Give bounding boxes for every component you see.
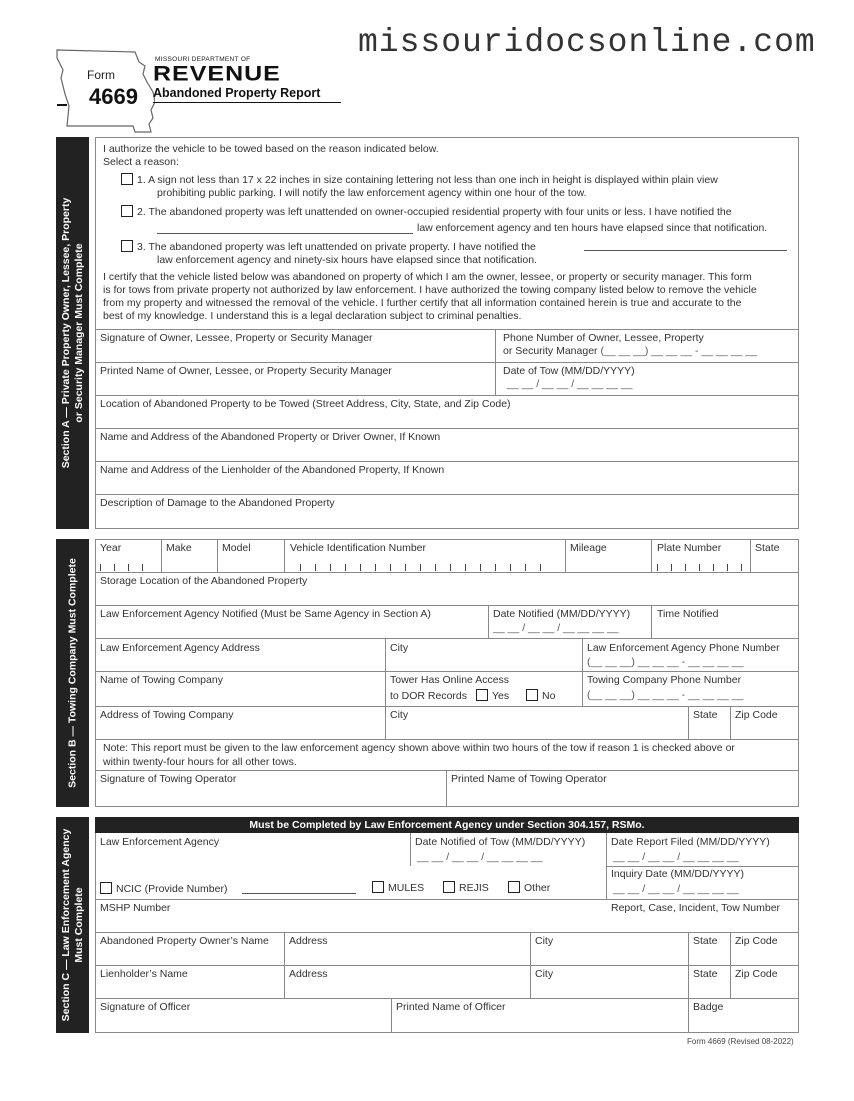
damage-description-field[interactable]: Description of Damage to the Abandoned Property [100, 497, 335, 509]
reason-1-text: 1. A sign not less than 17 x 22 inches in size containing lettering not less than one inch in height is displayed within plain view [137, 174, 718, 186]
other-label: Other [524, 882, 551, 894]
towing-zip-field[interactable]: Zip Code [735, 709, 778, 721]
certify-line-1: I certify that the vehicle listed below was abandoned on property of which I am the owner, lessee, or property or security manager. This form [103, 271, 752, 283]
officer-printed-name-field[interactable]: Printed Name of Officer [396, 1001, 506, 1013]
select-reason-text: Select a reason: [103, 156, 179, 168]
towing-operator-signature-field[interactable]: Signature of Towing Operator [100, 773, 237, 785]
ncic-number-field[interactable] [242, 893, 356, 894]
mules-label: MULES [388, 882, 425, 894]
online-yes-checkbox[interactable] [476, 689, 488, 701]
towing-city-field[interactable]: City [390, 709, 409, 721]
reason-3-text: 3. The abandoned property was left unattended on private property. I have notified the [137, 241, 536, 253]
towing-state-field[interactable]: State [693, 709, 718, 721]
ncic-checkbox[interactable] [100, 882, 112, 894]
mileage-field[interactable]: Mileage [570, 542, 607, 554]
form-title: Abandoned Property Report [153, 86, 341, 103]
reason-2-text-cont: law enforcement agency and ten hours have elapsed since that notification. [417, 222, 768, 234]
mshp-number-field[interactable]: MSHP Number [100, 902, 171, 914]
note-line-2: within twenty-four hours for all other tows. [103, 756, 297, 768]
online-access-options: to DOR Records Yes No [390, 690, 556, 702]
revenue-logo: REVENUE [153, 62, 281, 86]
other-checkbox[interactable] [508, 881, 520, 893]
reason-3 [121, 240, 536, 253]
owner-address-field-c[interactable]: Address [289, 935, 328, 947]
mules-checkbox[interactable] [372, 881, 384, 893]
section-c-title-line2: Must Complete [72, 887, 85, 963]
lienholder-address-field[interactable]: Name and Address of the Lienholder of the Abandoned Property, If Known [100, 464, 445, 476]
towing-operator-printed-name-field[interactable]: Printed Name of Towing Operator [451, 773, 607, 785]
report-case-number-field[interactable]: Report, Case, Incident, Tow Number [611, 902, 781, 914]
rejis-option [443, 881, 489, 894]
vin-ticks [300, 564, 560, 571]
certify-line-2: is for tows from private property not authorized by law enforcement. I have authorized the towing company listed below to remove the vehicle [103, 284, 757, 296]
owner-zip-field[interactable]: Zip Code [735, 935, 778, 947]
reason-3-text-cont: law enforcement agency and ninety-six hours have elapsed since that notification. [157, 254, 537, 266]
towing-company-name-field[interactable]: Name of Towing Company [100, 674, 223, 686]
lienholder-address-field-c[interactable]: Address [289, 968, 328, 980]
lea-address-field[interactable]: Law Enforcement Agency Address [100, 642, 260, 654]
online-access-label: Tower Has Online Access [390, 674, 510, 686]
owner-city-field[interactable]: City [535, 935, 554, 947]
owner-printed-name-field[interactable]: Printed Name of Owner, Lessee, or Property Security Manager [100, 365, 392, 377]
online-no-checkbox[interactable] [526, 689, 538, 701]
time-notified-field[interactable]: Time Notified [657, 608, 719, 620]
tow-location-field[interactable]: Location of Abandoned Property to be Towed (Street Address, City, State, and Zip Code) [100, 398, 511, 410]
year-ticks [100, 564, 160, 571]
lea-notified-field[interactable]: Law Enforcement Agency Notified (Must be Same Agency in Section A) [100, 608, 431, 620]
inquiry-date-field[interactable]: __ __ / __ __ / __ __ __ __ [613, 883, 739, 895]
reason-2 [121, 205, 732, 218]
owner-phone-label: Phone Number of Owner, Lessee, Property [503, 332, 704, 344]
inquiry-date-label: Inquiry Date (MM/DD/YYYY) [611, 868, 745, 880]
owner-address-field[interactable]: Name and Address of the Abandoned Property or Driver Owner, If Known [100, 431, 441, 443]
lienholder-state-field[interactable]: State [693, 968, 718, 980]
rejis-checkbox[interactable] [443, 881, 455, 893]
lienholder-city-field[interactable]: City [535, 968, 554, 980]
ncic-option [100, 882, 227, 895]
lea-city-field[interactable]: City [390, 642, 409, 654]
certify-line-3: from my property and witnessed the removal of the vehicle. I further certify that all information contained herein is true and accurate to the [103, 297, 742, 309]
date-notified-tow-field[interactable]: __ __ / __ __ / __ __ __ __ [417, 851, 543, 863]
form-label: Form [87, 68, 115, 82]
vin-field[interactable]: Vehicle Identification Number [290, 542, 426, 554]
section-c-sidebar [56, 817, 89, 1033]
watermark: missouridocsonline.com [358, 24, 816, 61]
lea-name-field[interactable]: Law Enforcement Agency [100, 836, 220, 848]
section-b-sidebar [56, 539, 89, 807]
tow-phone-label: Towing Company Phone Number [587, 674, 742, 686]
online-yes-label: Yes [491, 690, 510, 702]
section-a-title-line1: Section A — Private Property Owner, Lessee, Property [59, 197, 72, 469]
certify-line-4: best of my knowledge. I understand this is a legal declaration subject to criminal penalties. [103, 310, 522, 322]
badge-field[interactable]: Badge [693, 1001, 724, 1013]
ncic-label: NCIC (Provide Number) [116, 883, 228, 895]
reason-2-agency-field[interactable] [157, 233, 413, 234]
plate-number-field[interactable]: Plate Number [657, 542, 722, 554]
lea-phone-field[interactable]: (__ __ __) __ __ __ - __ __ __ __ [587, 656, 744, 668]
date-notified-field[interactable]: __ __ / __ __ / __ __ __ __ [493, 622, 619, 634]
lea-phone-label: Law Enforcement Agency Phone Number [587, 642, 780, 654]
plate-ticks [657, 564, 747, 571]
towing-company-address-field[interactable]: Address of Towing Company [100, 709, 234, 721]
form-revision-footer: Form 4669 (Revised 08-2022) [687, 1037, 794, 1046]
owner-phone-field[interactable]: or Security Manager (__ __ __) __ __ __ - __ __ __ __ [503, 345, 757, 357]
owner-signature-field[interactable]: Signature of Owner, Lessee, Property or Security Manager [100, 332, 373, 344]
section-a-title-line2: or Security Manager Must Complete [72, 243, 85, 423]
reason-2-checkbox[interactable] [121, 205, 133, 217]
year-field[interactable]: Year [100, 542, 122, 554]
department-name: MISSOURI DEPARTMENT OF [155, 56, 251, 63]
lienholder-name-field[interactable]: Lienholder’s Name [100, 968, 188, 980]
section-b-title: Section B — Towing Company Must Complete [66, 558, 78, 788]
plate-state-field[interactable]: State [755, 542, 780, 554]
model-field[interactable]: Model [222, 542, 251, 554]
authorize-text: I authorize the vehicle to be towed based on the reason indicated below. [103, 143, 439, 155]
storage-location-field[interactable]: Storage Location of the Abandoned Property [100, 575, 308, 587]
section-a-sidebar [56, 137, 89, 529]
tow-phone-field[interactable]: (__ __ __) __ __ __ - __ __ __ __ [587, 689, 744, 701]
date-notified-label: Date Notified (MM/DD/YYYY) [493, 608, 631, 620]
date-report-filed-label: Date Report Filed (MM/DD/YYYY) [611, 836, 770, 848]
reason-2-text: 2. The abandoned property was left unattended on owner-occupied residential property with four units or less. I have notified the [137, 206, 732, 218]
date-of-tow-field[interactable]: __ __ / __ __ / __ __ __ __ [507, 378, 633, 390]
note-line-1: Note: This report must be given to the law enforcement agency shown above within two hours of the tow if reason 1 is checked above or [103, 742, 735, 754]
reason-1 [121, 173, 718, 186]
lienholder-zip-field[interactable]: Zip Code [735, 968, 778, 980]
date-of-tow-label: Date of Tow (MM/DD/YYYY) [503, 365, 635, 377]
owner-state-field[interactable]: State [693, 935, 718, 947]
reason-1-text-cont: prohibiting public parking. I will notify the law enforcement agency within one hour of the tow. [157, 187, 587, 199]
reason-1-checkbox[interactable] [121, 173, 133, 185]
make-field[interactable]: Make [166, 542, 192, 554]
mules-option [372, 881, 424, 894]
officer-signature-field[interactable]: Signature of Officer [100, 1001, 191, 1013]
date-report-filed-field[interactable]: __ __ / __ __ / __ __ __ __ [613, 851, 739, 863]
section-c-title-line1: Section C — Law Enforcement Agency [59, 828, 72, 1022]
online-no-label: No [542, 690, 556, 702]
rejis-label: REJIS [459, 882, 489, 894]
reason-3-checkbox[interactable] [121, 240, 133, 252]
reason-3-agency-field[interactable] [584, 250, 787, 251]
dash-mark [57, 104, 67, 106]
form-header [55, 48, 355, 136]
form-number: 4669 [89, 84, 138, 109]
owner-name-field[interactable]: Abandoned Property Owner’s Name [100, 935, 269, 947]
section-c-banner: Must be Completed by Law Enforcement Agency under Section 304.157, RSMo. [95, 817, 799, 833]
other-option [508, 881, 550, 894]
date-notified-tow-label: Date Notified of Tow (MM/DD/YYYY) [415, 836, 586, 848]
